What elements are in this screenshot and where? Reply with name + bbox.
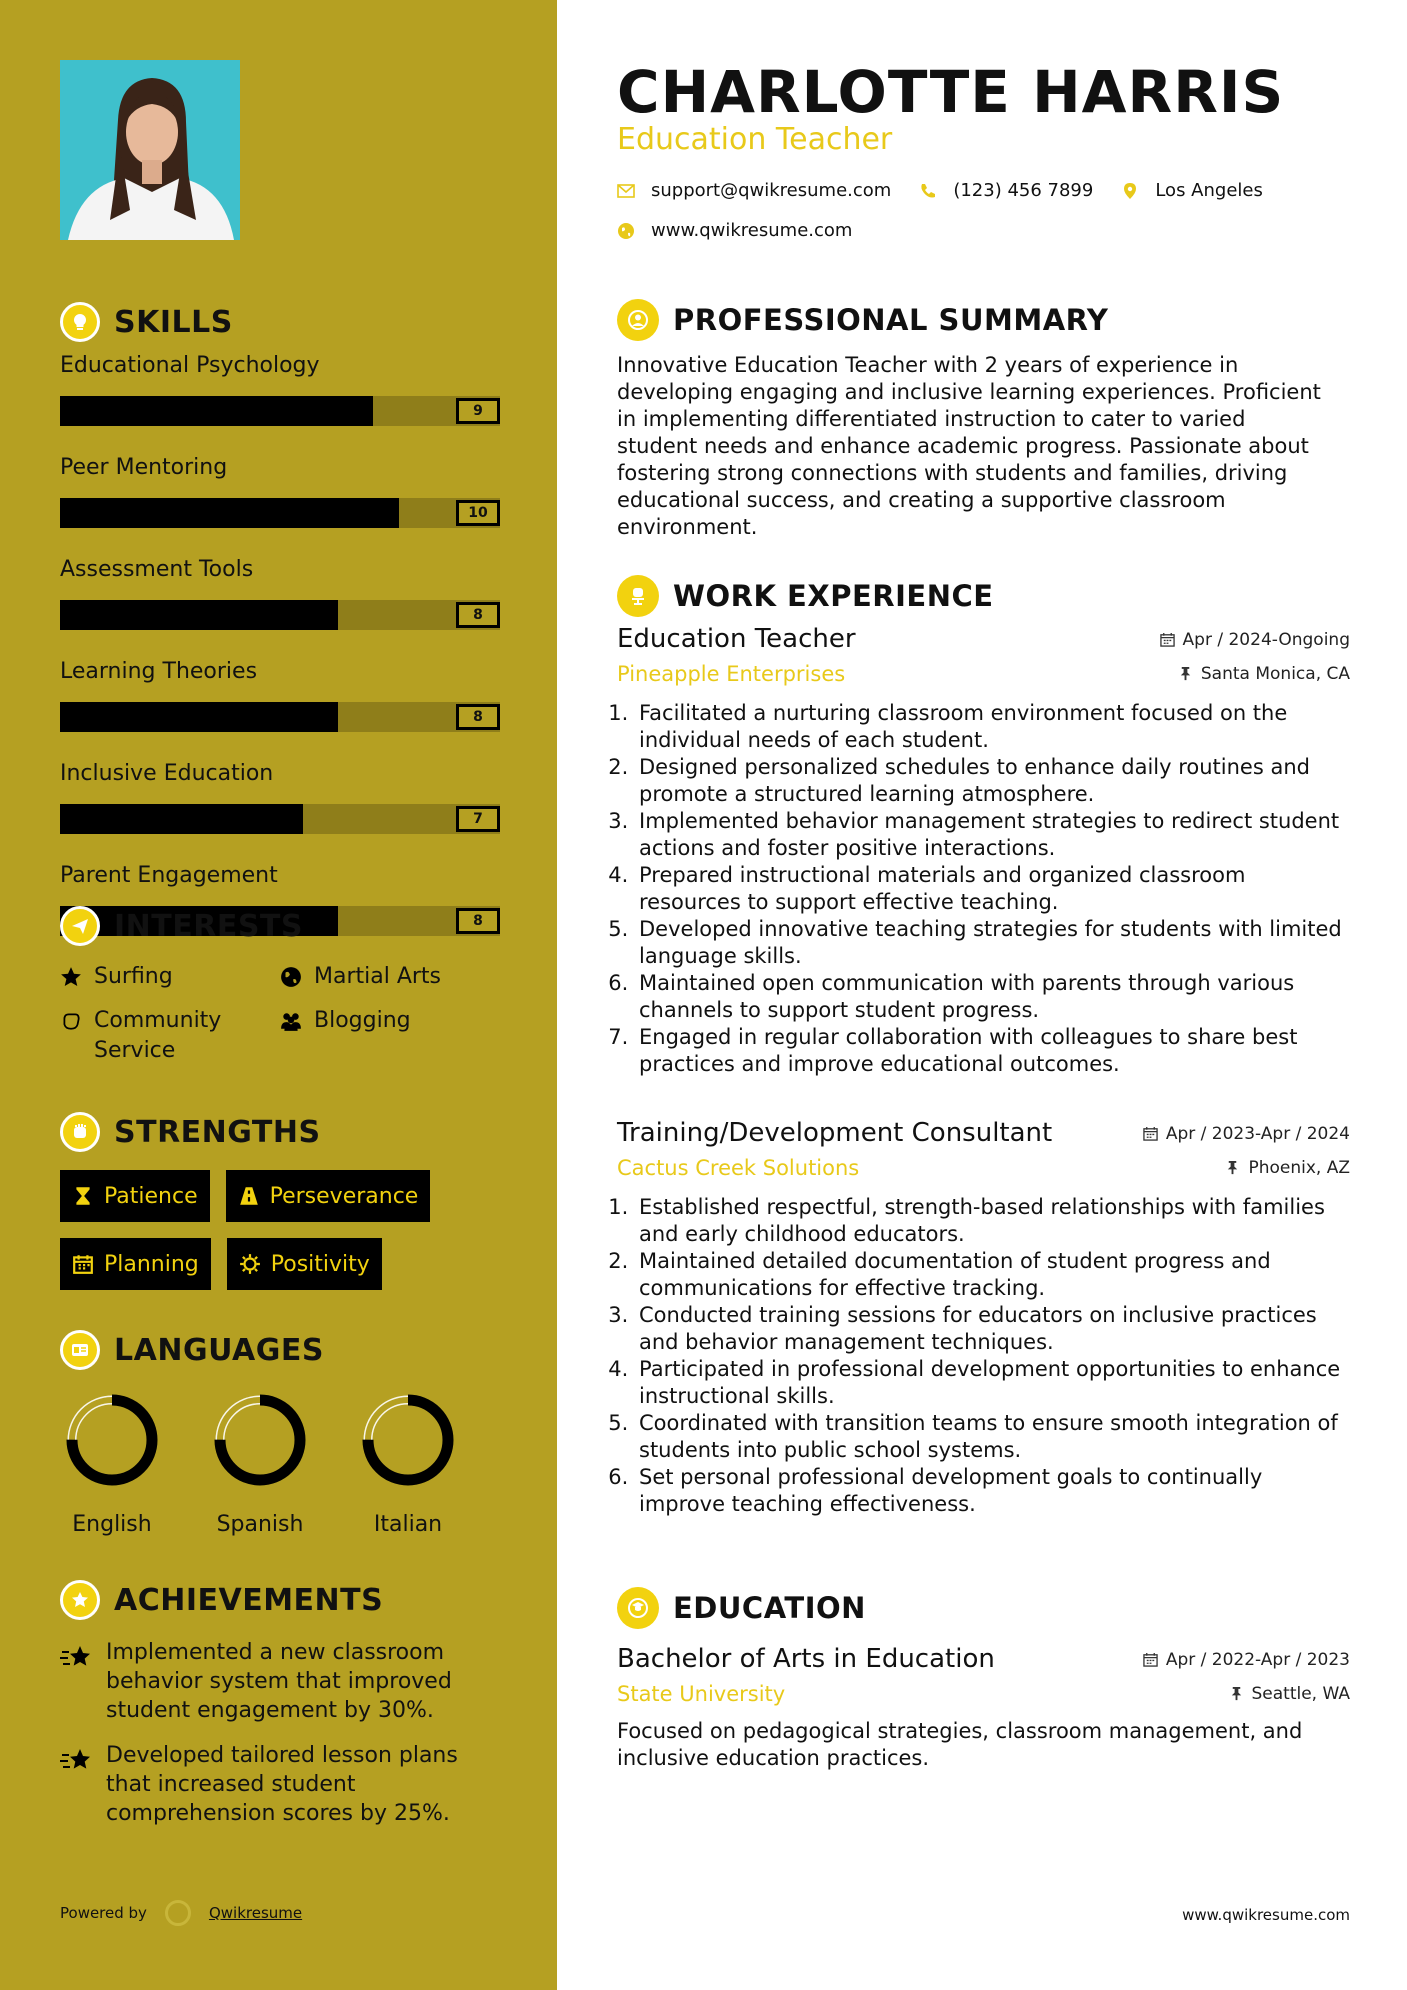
strengths-title: STRENGTHS — [114, 1114, 321, 1150]
language-level-ring — [214, 1394, 306, 1486]
job-title: Education Teacher — [617, 624, 856, 654]
main-content — [617, 0, 1350, 1990]
interest-item — [60, 962, 280, 992]
job-bullet: 4. Participated in professional development opportunities to enhance instructional skills. — [635, 1356, 1350, 1410]
calendar-icon — [1143, 1126, 1158, 1141]
language-name: Spanish — [216, 1512, 304, 1537]
strength-label: Perseverance — [269, 1183, 419, 1209]
job-title: Training/Development Consultant — [617, 1118, 1053, 1148]
star-icon — [60, 966, 82, 988]
job-bullet: 5. Coordinated with transition teams to ensure smooth integration of students into public school systems. — [635, 1410, 1350, 1464]
strength-badge — [60, 1170, 210, 1222]
education-dates-text: Apr / 2022-Apr / 2023 — [1165, 1649, 1350, 1670]
skill-bar-fill — [60, 600, 338, 630]
language-level-ring — [362, 1394, 454, 1486]
strength-badge — [227, 1238, 382, 1290]
job-bullets — [617, 700, 1350, 1078]
shooting-star-icon — [60, 1642, 94, 1672]
education-dates — [1143, 1650, 1350, 1670]
language-item — [362, 1394, 454, 1537]
skill-name: Inclusive Education — [60, 761, 274, 786]
summary-section — [617, 298, 1350, 541]
language-item — [66, 1394, 158, 1537]
job-bullet: 3. Implemented behavior management strategies to redirect student actions and foster positive interactions. — [635, 808, 1350, 862]
qwikresume-link[interactable]: Qwikresume — [208, 1904, 303, 1922]
company-name: Pineapple Enterprises — [617, 662, 846, 686]
contact-phone[interactable]: (123) 456 7899 — [953, 180, 1094, 201]
contact-location: Los Angeles — [1155, 180, 1263, 201]
strength-label: Planning — [104, 1251, 199, 1277]
skill-name: Educational Psychology — [60, 353, 320, 378]
interest-label: Blogging — [314, 1008, 411, 1033]
interests-title: INTERESTS — [114, 908, 303, 944]
profile-photo — [60, 60, 240, 240]
achievement-text: Developed tailored lesson plans that increased student comprehension scores by 25%. — [106, 1743, 458, 1826]
achievements-section — [60, 1578, 520, 1828]
job-bullet: 2. Maintained detailed documentation of student progress and communications for effective tracking. — [635, 1248, 1350, 1302]
qwikresume-logo-icon — [165, 1900, 191, 1926]
skill-name: Learning Theories — [60, 659, 258, 684]
language-item — [214, 1394, 306, 1537]
job-entry — [617, 1118, 1350, 1518]
job-bullet: 6. Maintained open communication with parents through various channels to support student progress. — [635, 970, 1350, 1024]
skill-item — [60, 654, 520, 732]
skill-score: 7 — [456, 806, 500, 832]
interest-label: Martial Arts — [314, 964, 442, 989]
achievement-text: Implemented a new classroom behavior system that improved student engagement by 30%. — [106, 1640, 452, 1723]
chair-icon — [617, 575, 659, 617]
sidebar — [0, 0, 557, 1990]
job-bullet: 6. Set personal professional development goals to continually improve teaching effectiveness. — [635, 1464, 1350, 1518]
language-card-icon — [60, 1330, 100, 1370]
job-bullet: 3. Conducted training sessions for educators on inclusive practices and behavior management techniques. — [635, 1302, 1350, 1356]
interest-item — [60, 1006, 280, 1066]
skills-title: SKILLS — [114, 304, 233, 340]
contact-row — [617, 180, 1291, 201]
languages-title: LANGUAGES — [114, 1332, 324, 1368]
skill-bar-fill — [60, 804, 303, 834]
hand-icon — [60, 1010, 82, 1032]
achievement-item — [60, 1638, 520, 1725]
lightbulb-icon — [60, 302, 100, 342]
candidate-role: Education Teacher — [617, 122, 893, 157]
phone-icon — [919, 182, 937, 200]
skill-name: Assessment Tools — [60, 557, 254, 582]
skill-score: 8 — [456, 704, 500, 730]
skill-bar — [60, 804, 500, 834]
education-description: Focused on pedagogical strategies, classroom management, and inclusive education practices. — [617, 1719, 1303, 1770]
globe-icon — [280, 966, 302, 988]
language-name: Italian — [373, 1512, 443, 1537]
job-dates — [1143, 1124, 1350, 1144]
education-location — [1229, 1684, 1351, 1704]
education-title: EDUCATION — [673, 1591, 866, 1625]
sun-icon — [239, 1253, 261, 1275]
job-bullet: 7. Engaged in regular collaboration with colleagues to share best practices and improve educational outcomes. — [635, 1024, 1350, 1078]
language-level-ring — [66, 1394, 158, 1486]
calendar-icon — [1160, 632, 1175, 647]
skill-item — [60, 552, 520, 630]
skill-bar — [60, 600, 500, 630]
pin-icon — [1229, 1686, 1244, 1701]
job-bullet: 2. Designed personalized schedules to enhance daily routines and promote a structured learning atmosphere. — [635, 754, 1350, 808]
school-name: State University — [617, 1682, 786, 1706]
education-location-text: Seattle, WA — [1251, 1683, 1350, 1704]
job-location-text: Santa Monica, CA — [1200, 663, 1350, 684]
skill-name: Parent Engagement — [60, 863, 278, 888]
road-icon — [238, 1185, 260, 1207]
strengths-section — [60, 1110, 520, 1290]
strength-badge — [226, 1170, 431, 1222]
job-location — [1178, 664, 1350, 684]
job-location-text: Phoenix, AZ — [1248, 1157, 1350, 1178]
skill-bar-fill — [60, 396, 373, 426]
job-dates-text: Apr / 2024-Ongoing — [1182, 629, 1350, 650]
strength-badge — [60, 1238, 211, 1290]
job-bullet: 1. Facilitated a nurturing classroom environment focused on the individual needs of each student. — [635, 700, 1350, 754]
calendar-icon — [72, 1253, 94, 1275]
skill-score: 9 — [456, 398, 500, 424]
job-dates-text: Apr / 2023-Apr / 2024 — [1165, 1123, 1350, 1144]
shooting-star-icon — [60, 1745, 94, 1775]
degree-title: Bachelor of Arts in Education — [617, 1644, 995, 1674]
users-icon — [280, 1010, 302, 1032]
job-bullet: 1. Established respectful, strength-based relationships with families and early childhood educators. — [635, 1194, 1350, 1248]
interest-label: Surfing — [94, 964, 173, 989]
summary-title: PROFESSIONAL SUMMARY — [673, 303, 1109, 337]
contact-email[interactable]: support@qwikresume.com — [651, 180, 892, 201]
footer-url[interactable]: www.qwikresume.com — [1182, 1906, 1350, 1924]
skill-score: 8 — [456, 908, 500, 934]
skill-score: 10 — [456, 500, 500, 526]
skill-item — [60, 756, 520, 834]
job-location — [1225, 1158, 1350, 1178]
education-section — [617, 1586, 1350, 1772]
powered-by-label: Powered by — [60, 1904, 147, 1922]
job-bullet: 5. Developed innovative teaching strategies for students with limited language skills. — [635, 916, 1350, 970]
skill-bar-fill — [60, 702, 338, 732]
skill-name: Peer Mentoring — [60, 455, 228, 480]
interests-section — [60, 904, 520, 1066]
contact-website[interactable]: www.qwikresume.com — [651, 220, 853, 241]
envelope-icon — [617, 182, 635, 200]
experience-section — [617, 574, 1350, 618]
interest-item — [280, 1006, 500, 1066]
interest-item — [280, 962, 500, 992]
trophy-star-icon — [60, 1580, 100, 1620]
candidate-name: CHARLOTTE HARRIS — [617, 58, 1285, 126]
paper-plane-icon — [60, 906, 100, 946]
pin-icon — [1178, 666, 1193, 681]
strength-label: Patience — [104, 1183, 198, 1209]
achievement-item — [60, 1741, 520, 1828]
interest-label: Community Service — [94, 1008, 222, 1063]
achievements-title: ACHIEVEMENTS — [114, 1582, 384, 1618]
job-bullet: 4. Prepared instructional materials and organized classroom resources to support effective teaching. — [635, 862, 1350, 916]
company-name: Cactus Creek Solutions — [617, 1156, 860, 1180]
user-icon — [617, 299, 659, 341]
skill-bar — [60, 498, 500, 528]
pin-icon — [1225, 1160, 1240, 1175]
job-entry — [617, 624, 1350, 1078]
job-bullets — [617, 1194, 1350, 1518]
job-dates — [1160, 630, 1350, 650]
strength-label: Positivity — [270, 1251, 370, 1277]
skill-item — [60, 450, 520, 528]
contact-row-2 — [617, 220, 880, 241]
languages-section — [60, 1328, 520, 1537]
skill-item — [60, 348, 520, 426]
globe-icon — [617, 222, 635, 240]
skill-bar-fill — [60, 498, 399, 528]
fist-icon — [60, 1112, 100, 1152]
skills-section — [60, 300, 520, 960]
calendar-icon — [1143, 1652, 1158, 1667]
hourglass-icon — [72, 1185, 94, 1207]
skill-bar — [60, 702, 500, 732]
graduate-icon — [617, 1587, 659, 1629]
summary-text: Innovative Education Teacher with 2 years of experience in developing engaging and inclusive learning experiences. Proficient in implementing differentiated instruction to cater to varied student needs and enhance academic progress. Passionate about fostering strong connections with students and families, driving educational success, and creating a supportive classroom environment. — [617, 353, 1321, 539]
map-pin-icon — [1121, 182, 1139, 200]
language-name: English — [72, 1512, 152, 1537]
powered-by — [60, 1900, 302, 1926]
skill-score: 8 — [456, 602, 500, 628]
experience-title: WORK EXPERIENCE — [673, 579, 994, 613]
skill-bar — [60, 396, 500, 426]
